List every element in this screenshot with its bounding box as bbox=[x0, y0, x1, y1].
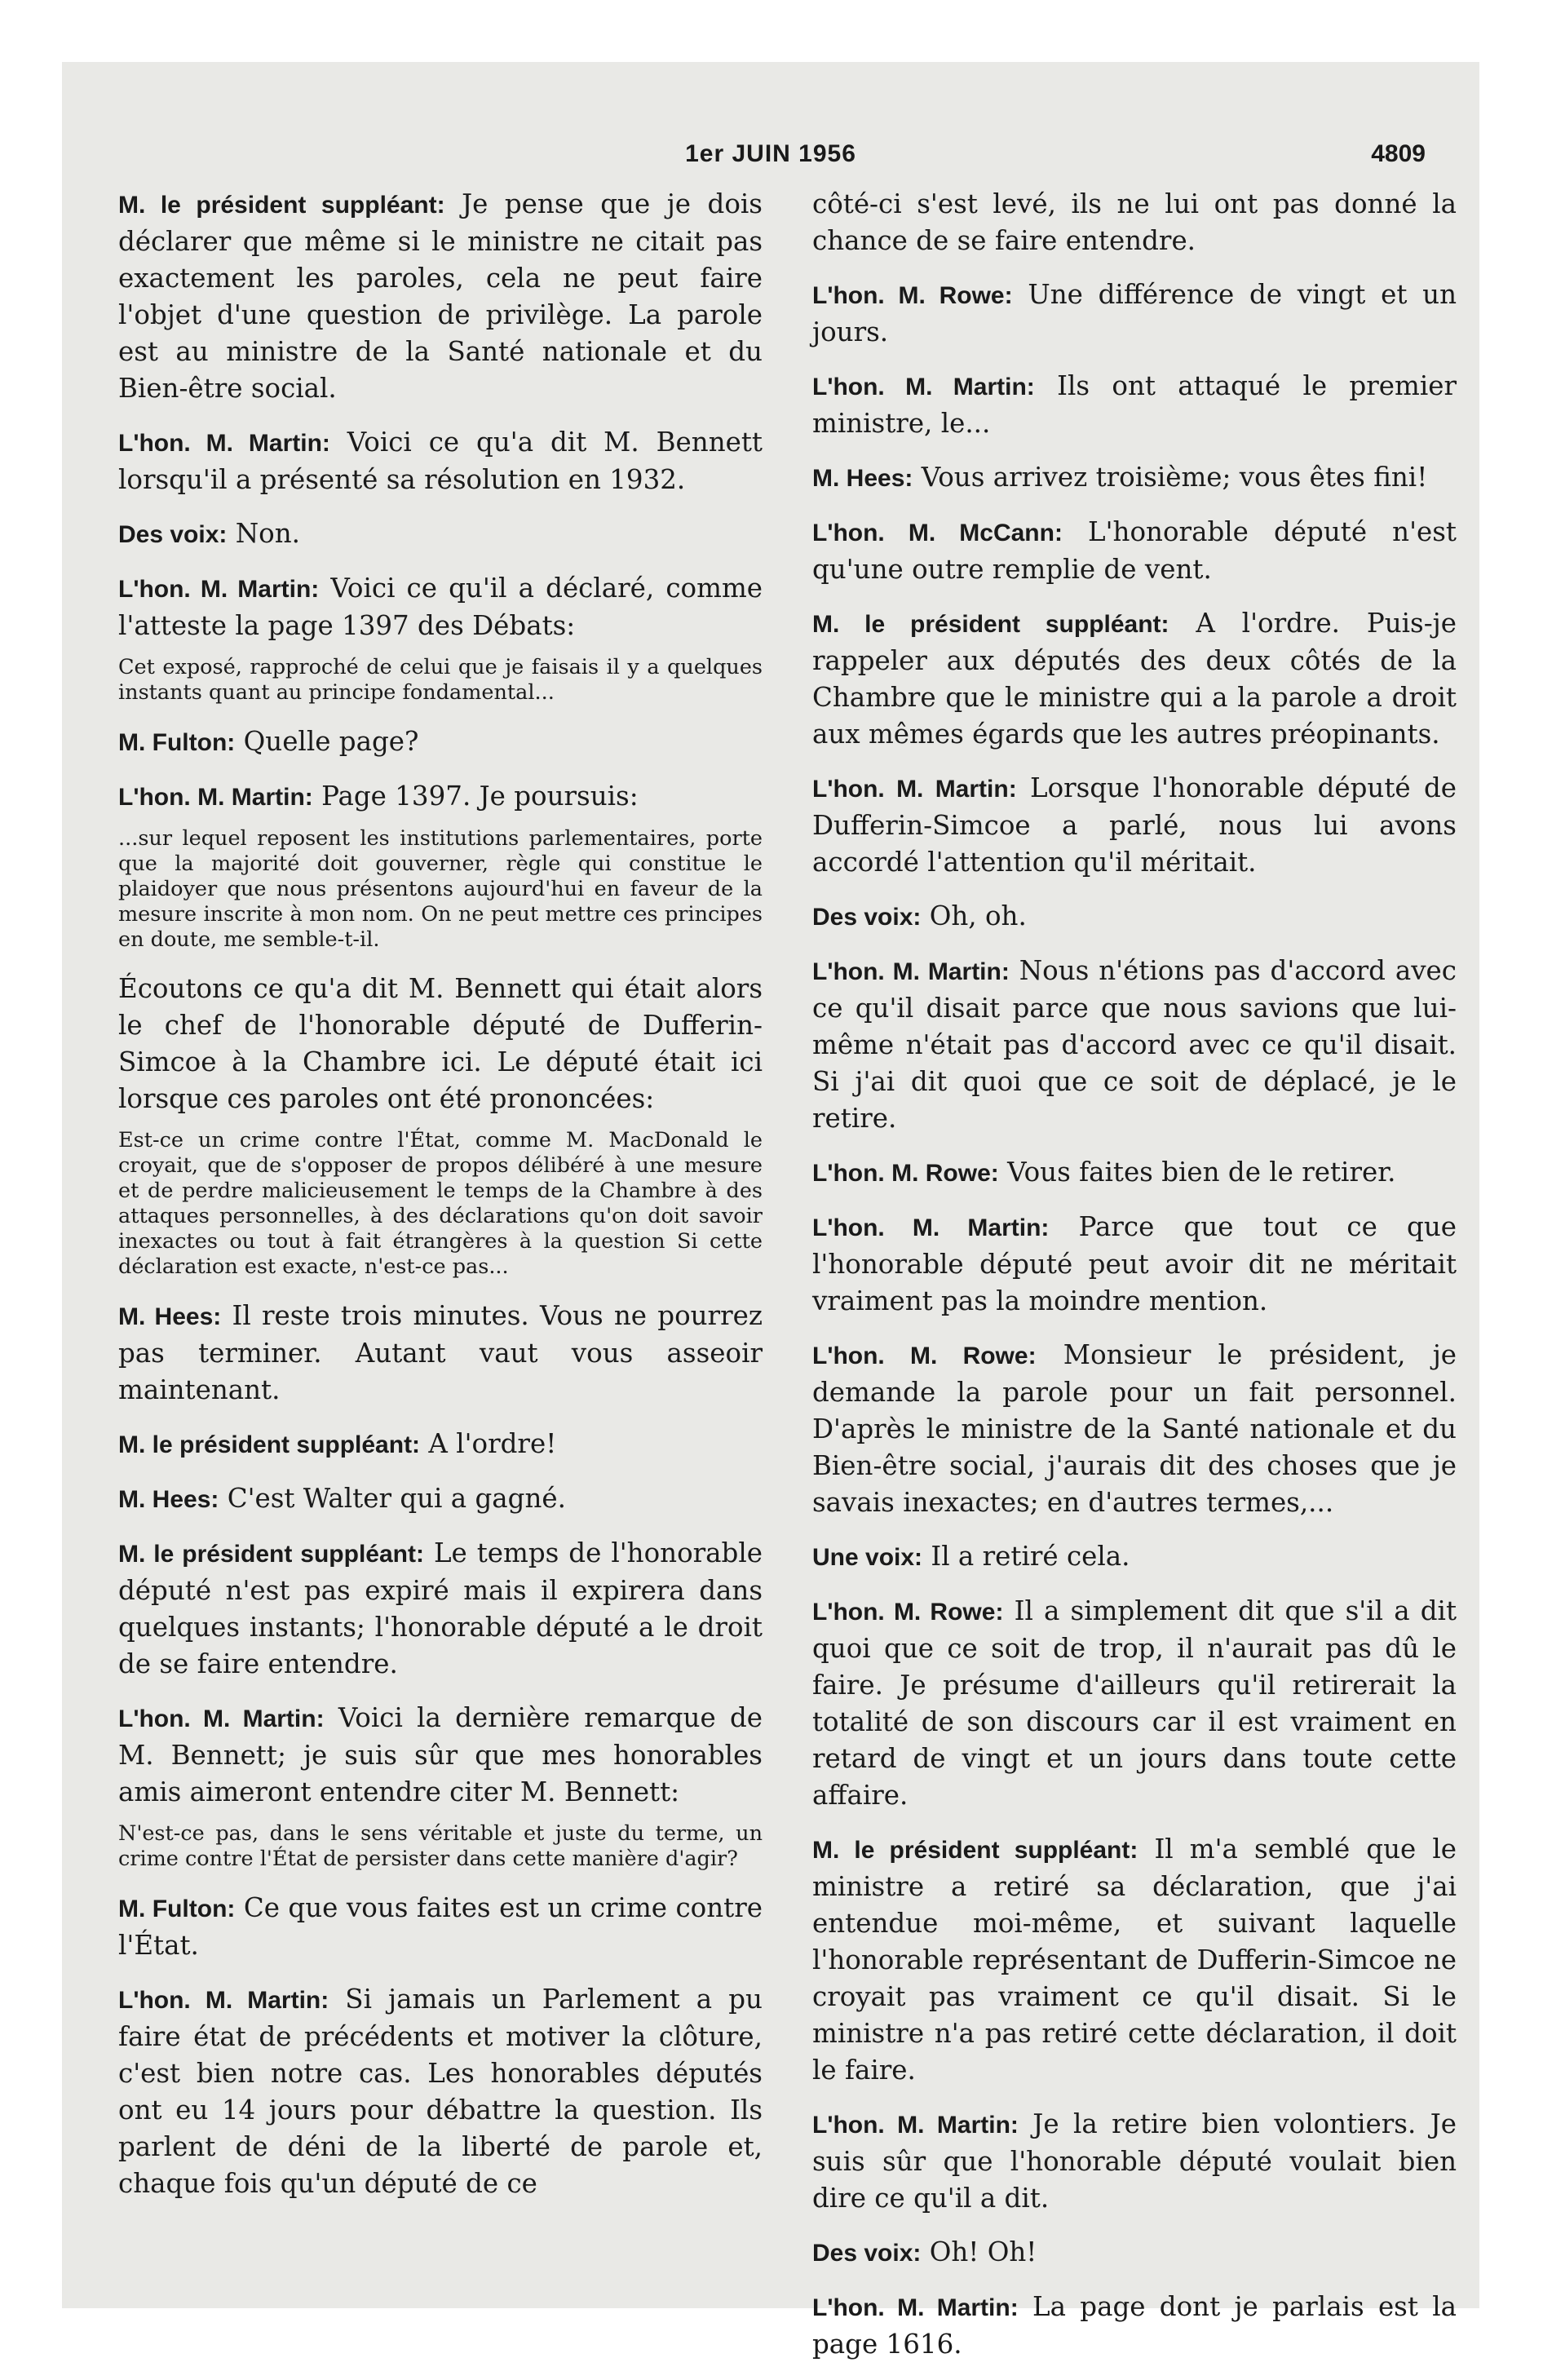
speech-paragraph bbox=[812, 953, 1457, 1137]
speech-text: Voici ce qu'a dit M. Bennett lorsqu'il a présenté sa résolution en 1932. bbox=[118, 427, 763, 495]
speech-text: Quelle page? bbox=[235, 726, 419, 757]
speaker-name: M. Hees: bbox=[812, 465, 913, 492]
speaker-name: M. le président suppléant: bbox=[118, 1541, 424, 1568]
speaker-name: M. le président suppléant: bbox=[812, 611, 1169, 638]
right-column bbox=[812, 186, 1457, 2380]
speech-text: Il a retiré cela. bbox=[922, 1541, 1130, 1572]
speaker-name: M. le président suppléant: bbox=[118, 192, 445, 219]
speech-text: A l'ordre! bbox=[420, 1428, 557, 1459]
speech-text: Vous faites bien de le retirer. bbox=[998, 1157, 1396, 1188]
quotation: Est-ce un crime contre l'État, comme M. MacDonald le croyait, que de s'opposer de propos délibéré à une mesure et de perdre malicieusement le temps de la Chambre à des attaques personnelles, à des déclarations qu'on doit savoir inexactes ou tout à fait étrangères à la question Si cette déclaration est exacte, n'est-ce pas... bbox=[118, 1128, 763, 1279]
speech-text: Je la retire bien volontiers. Je suis sûr que l'honorable député voulait bien dire ce qu'il a dit. bbox=[812, 2108, 1457, 2214]
speech-paragraph bbox=[812, 1209, 1457, 1320]
speech-paragraph bbox=[118, 424, 763, 498]
speech-text: Il a simplement dit que s'il a dit quoi que ce soit de trop, il n'aurait pas dû le faire. Je présume d'ailleurs qu'il retirerait la totalité de son discours car il est vraiment en retard de vingt et un jours dans toute cette affaire. bbox=[812, 1595, 1457, 1811]
speech-text: Ils ont attaqué le premier ministre, le... bbox=[812, 370, 1457, 439]
speaker-name: L'hon. M. Martin: bbox=[812, 374, 1035, 400]
left-column bbox=[118, 186, 763, 2219]
speech-paragraph bbox=[118, 778, 763, 816]
speech-paragraph bbox=[812, 2106, 1457, 2217]
quotation: N'est-ce pas, dans le sens véritable et juste du terme, un crime contre l'État de persister dans cette manière d'agir? bbox=[118, 1821, 763, 1871]
speaker-name: M. Fulton: bbox=[118, 1896, 236, 1922]
speech-paragraph bbox=[118, 1480, 763, 1518]
speech-text: Vous arrivez troisième; vous êtes fini! bbox=[913, 462, 1428, 493]
speech-text: L'honorable député n'est qu'une outre remplie de vent. bbox=[812, 516, 1457, 585]
speech-paragraph bbox=[118, 1981, 763, 2202]
text-paragraph bbox=[812, 186, 1457, 259]
speech-text: Page 1397. Je poursuis: bbox=[312, 781, 639, 812]
speaker-name: L'hon. M. Martin: bbox=[812, 2112, 1019, 2139]
speech-text: Voici ce qu'il a déclaré, comme l'atteste la page 1397 des Débats: bbox=[118, 573, 763, 641]
speech-paragraph bbox=[812, 898, 1457, 936]
speaker-name: M. Fulton: bbox=[118, 729, 236, 756]
speaker-name: L'hon. M. McCann: bbox=[812, 520, 1063, 546]
speech-text: Écoutons ce qu'a dit M. Bennett qui était alors le chef de l'honorable député de Dufferin-Simcoe à la Chambre ici. Le député était ici lorsque ces paroles ont été prononcées: bbox=[118, 973, 763, 1114]
speaker-name: L'hon. M. Martin: bbox=[118, 576, 320, 603]
speaker-name: L'hon. M. Martin: bbox=[118, 1705, 325, 1732]
speech-text: Une différence de vingt et un jours. bbox=[812, 279, 1457, 347]
speaker-name: M. Hees: bbox=[118, 1486, 219, 1513]
speech-paragraph bbox=[812, 514, 1457, 588]
speech-text: La page dont je parlais est la page 1616. bbox=[812, 2291, 1457, 2360]
speaker-name: L'hon. M. Rowe: bbox=[812, 1599, 1004, 1626]
speech-paragraph bbox=[812, 605, 1457, 753]
speech-text: Parce que tout ce que l'honorable député peut avoir dit ne méritait vraiment pas la moindre mention. bbox=[812, 1211, 1457, 1316]
speaker-name: Des voix: bbox=[118, 521, 228, 548]
speaker-name: L'hon. M. Rowe: bbox=[812, 282, 1013, 309]
speech-text: Voici la dernière remarque de M. Bennett; je suis sûr que mes honorables amis aimeront entendre citer M. Bennett: bbox=[118, 1702, 763, 1807]
speech-paragraph bbox=[118, 1298, 763, 1409]
speech-paragraph bbox=[118, 723, 763, 761]
speech-text: Il reste trois minutes. Vous ne pourrez pas terminer. Autant vaut vous asseoir maintenant. bbox=[118, 1300, 763, 1405]
speech-text: Non. bbox=[227, 518, 300, 549]
text-paragraph bbox=[118, 971, 763, 1117]
speech-paragraph bbox=[812, 1538, 1457, 1576]
speech-paragraph bbox=[812, 770, 1457, 881]
speech-text: Nous n'étions pas d'accord avec ce qu'il disait parce que nous savions que lui-même n'était pas d'accord avec ce qu'il disait. Si j'ai dit quoi que ce soit de déplacé, je le retire. bbox=[812, 955, 1457, 1134]
header-date: 1er JUIN 1956 bbox=[685, 140, 856, 167]
speech-text: Je pense que je dois déclarer que même si le ministre ne citait pas exactement les paroles, cela ne peut faire l'objet d'une question de privilège. La parole est au ministre de la Santé nationale et du Bien-être social. bbox=[118, 188, 763, 404]
speech-paragraph bbox=[812, 1831, 1457, 2089]
speech-text: Oh! Oh! bbox=[921, 2236, 1037, 2267]
speech-paragraph bbox=[812, 1593, 1457, 1814]
speaker-name: Une voix: bbox=[812, 1544, 923, 1571]
speech-paragraph bbox=[812, 2234, 1457, 2272]
page-header bbox=[62, 140, 1479, 181]
speech-text: Le temps de l'honorable député n'est pas expiré mais il expirera dans quelques instants; l'honorable député a le droit de se faire entendre. bbox=[118, 1537, 763, 1679]
speaker-name: L'hon. M. Martin: bbox=[118, 1987, 329, 2014]
speaker-name: L'hon. M. Martin: bbox=[812, 1214, 1050, 1241]
speech-paragraph bbox=[118, 1700, 763, 1811]
speech-text: Ce que vous faites est un crime contre l'État. bbox=[118, 1892, 763, 1961]
quotation: Cet exposé, rapproché de celui que je faisais il y a quelques instants quant au principe fondamental... bbox=[118, 655, 763, 705]
speech-paragraph bbox=[118, 1890, 763, 1964]
quotation: ...sur lequel reposent les institutions parlementaires, porte que la majorité doit gouverner, règle qui constitue le plaidoyer que nous présentons aujourd'hui en faveur de la mesure inscrite à mon nom. On ne peut mettre ces principes en doute, me semble-t-il. bbox=[118, 826, 763, 952]
speaker-name: M. Hees: bbox=[118, 1303, 222, 1330]
speech-paragraph bbox=[812, 2289, 1457, 2363]
speech-paragraph bbox=[118, 1426, 763, 1463]
speech-text: Il m'a semblé que le ministre a retiré sa déclaration, que j'ai entendue moi-même, et suivant laquelle l'honorable représentant de Dufferin-Simcoe ne croyait pas vraiment ce qu'il disait. Si le ministre n'a pas retiré cette déclaration, il doit le faire. bbox=[812, 1834, 1457, 2086]
speech-text: C'est Walter qui a gagné. bbox=[219, 1483, 566, 1514]
speech-paragraph bbox=[812, 459, 1457, 497]
page-number: 4809 bbox=[1371, 140, 1426, 167]
speech-paragraph bbox=[118, 570, 763, 644]
speech-paragraph bbox=[118, 515, 763, 553]
speech-paragraph bbox=[812, 1337, 1457, 1521]
speaker-name: L'hon. M. Martin: bbox=[812, 958, 1010, 985]
speaker-name: Des voix: bbox=[812, 904, 922, 931]
speech-text: côté-ci s'est levé, ils ne lui ont pas donné la chance de se faire entendre. bbox=[812, 188, 1457, 256]
speaker-name: M. le président suppléant: bbox=[118, 1431, 421, 1458]
speech-text: Oh, oh. bbox=[921, 900, 1027, 931]
speech-paragraph bbox=[118, 186, 763, 407]
speaker-name: L'hon. M. Rowe: bbox=[812, 1160, 999, 1187]
speaker-name: L'hon. M. Rowe: bbox=[812, 1343, 1037, 1369]
speaker-name: L'hon. M. Martin: bbox=[812, 2294, 1019, 2321]
speech-text: A l'ordre. Puis-je rappeler aux députés des deux côtés de la Chambre que le ministre qui a la parole a droit aux mêmes égards que les autres préopinants. bbox=[812, 608, 1457, 750]
speaker-name: L'hon. M. Martin: bbox=[118, 430, 330, 457]
speech-paragraph bbox=[812, 1154, 1457, 1192]
speech-paragraph bbox=[118, 1535, 763, 1683]
speech-text: Si jamais un Parlement a pu faire état de précédents et motiver la clôture, c'est bien notre cas. Les honorables députés ont eu 14 jours pour débattre la question. Ils parlent de déni de la liberté de parole et, chaque fois qu'un député de ce bbox=[118, 1984, 763, 2199]
speech-text: Monsieur le président, je demande la parole pour un fait personnel. D'après le ministre de la Santé nationale et du Bien-être social, j'aurais dit des choses que je savais inexactes; en d'autres termes,... bbox=[812, 1339, 1457, 1518]
speaker-name: L'hon. M. Martin: bbox=[118, 784, 313, 811]
speech-text: Lorsque l'honorable député de Dufferin-Simcoe a parlé, nous lui avons accordé l'attention qu'il méritait. bbox=[812, 772, 1457, 878]
speaker-name: M. le président suppléant: bbox=[812, 1837, 1138, 1864]
speaker-name: L'hon. M. Martin: bbox=[812, 776, 1017, 803]
speech-paragraph bbox=[812, 276, 1457, 351]
speech-paragraph bbox=[812, 368, 1457, 442]
speaker-name: Des voix: bbox=[812, 2240, 922, 2267]
